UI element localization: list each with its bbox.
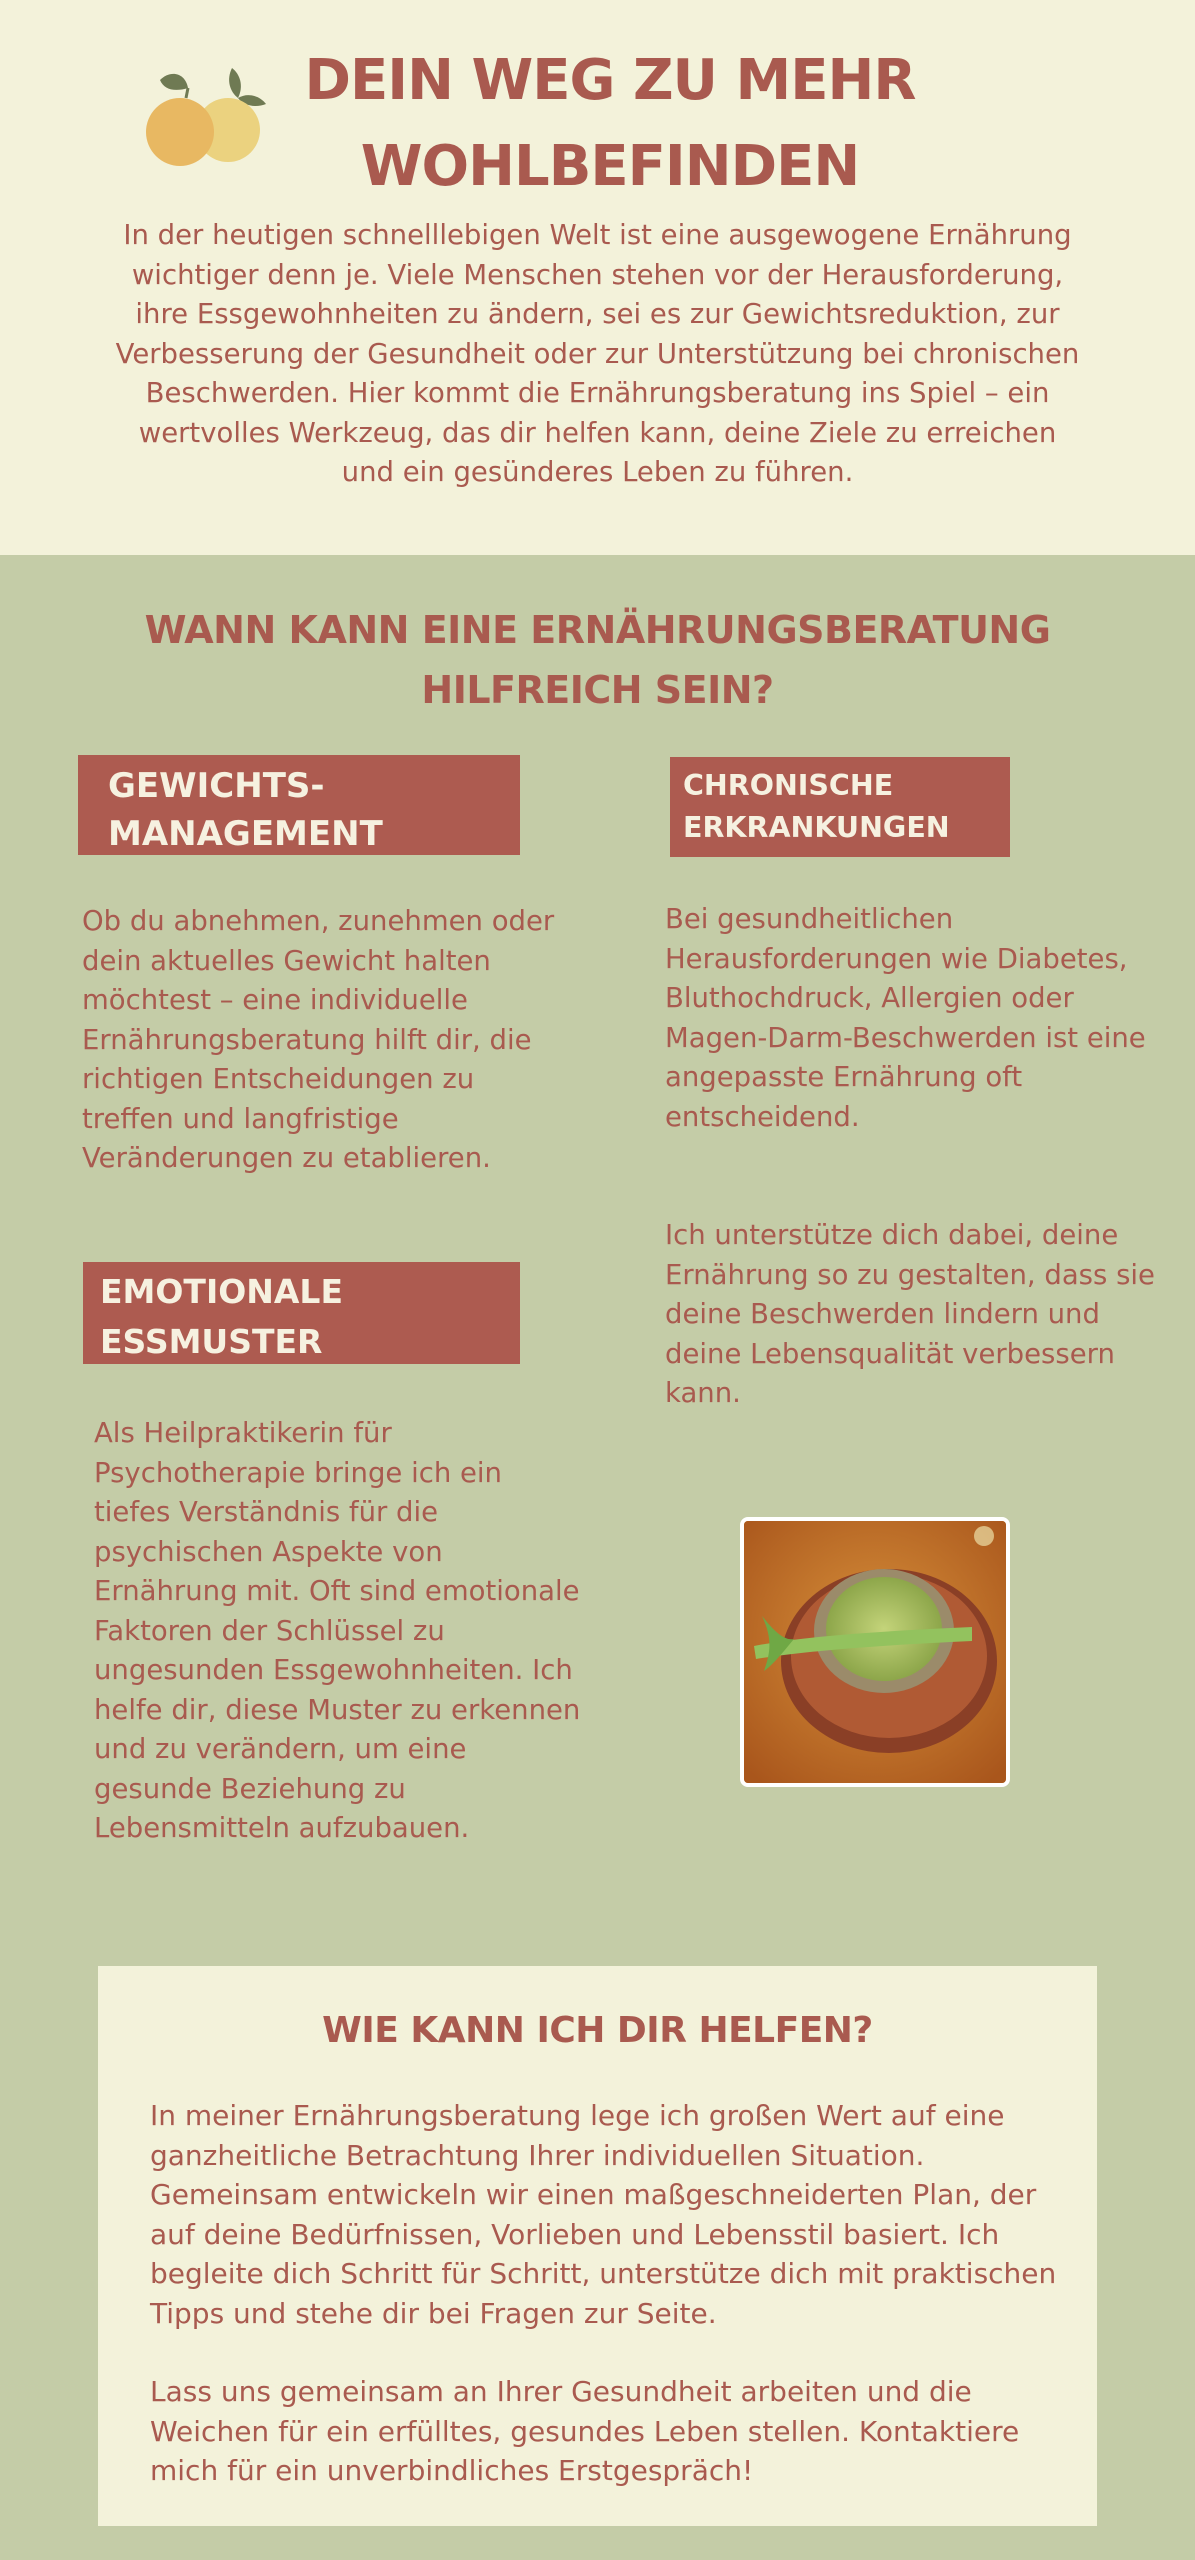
help-title: WIE KANN ICH DIR HELFEN?: [322, 2010, 873, 2051]
emotional-eating-text: Als Heilpraktikerin für Psychotherapie bringe ich ein tiefes Verständnis für die psychischen Aspekte von Ernährung mit. Oft sind emotionale Faktoren der Schlüssel zu ungesunden Essgewohnheiten. Ich helfe dir, diese Muster zu erkennen und zu verändern, um eine gesunde Beziehung zu Lebensmitteln aufzubauen.: [94, 1417, 581, 1844]
chronic-diseases-heading: CHRONISCHE ERKRANKUNGEN: [670, 757, 1010, 857]
green-juice-photo: [740, 1517, 1010, 1787]
chronic-diseases-text: Bei gesundheitlichen Herausforderungen wie Diabetes, Bluthochdruck, Allergien oder Magen-Darm-Beschwerden ist eine angepasste Ernährung oft entscheidend.: [665, 903, 1146, 1133]
help-text-2: Lass uns gemeinsam an Ihrer Gesundheit arbeiten und die Weichen für ein erfülltes, gesundes Leben stellen. Kontaktiere mich für ein unverbindliches Erstgespräch!: [150, 2375, 1020, 2487]
apples-icon: [140, 60, 275, 175]
weight-management-heading: GEWICHTS-MANAGEMENT: [78, 755, 520, 855]
chronic-diseases-support-text: Ich unterstütze dich dabei, deine Ernährung so zu gestalten, dass sie deine Beschwerden lindern und deine Lebensqualität verbessern kann.: [665, 1219, 1155, 1409]
page-title: DEIN WEG ZU MEHR WOHLBEFINDEN: [304, 48, 916, 199]
intro-text: In der heutigen schnelllebigen Welt ist eine ausgewogene Ernährung wichtiger denn je. Viele Menschen stehen vor der Herausforderung, ihre Essgewohnheiten zu ändern, sei es zur Gewichtsreduktion, zur Verbesserung der Gesundheit oder zur Unterstützung bei chronischen Beschwerden. Hier kommt die Ernährungsberatung ins Spiel – ein wertvolles Werkzeug, das dir helfen kann, deine Ziele zu erreichen und ein gesünderes Leben zu führen.: [115, 219, 1080, 488]
weight-management-text: Ob du abnehmen, zunehmen oder dein aktuelles Gewicht halten möchtest – eine individuelle Ernährungsberatung hilft dir, die richtigen Entscheidungen zu treffen und langfristige Veränderungen zu etablieren.: [82, 905, 555, 1174]
section-title: WANN KANN EINE ERNÄHRUNGSBERATUNG HILFREICH SEIN?: [144, 608, 1051, 712]
help-text-1: In meiner Ernährungsberatung lege ich großen Wert auf eine ganzheitliche Betrachtung Ihrer individuellen Situation. Gemeinsam entwickeln wir einen maßgeschneiderten Plan, der auf deine Bedürfnissen, Vorlieben und Lebensstil basiert. Ich begleite dich Schritt für Schritt, unterstütze dich mit praktischen Tipps und stehe dir bei Fragen zur Seite.: [150, 2099, 1057, 2330]
emotional-eating-heading: EMOTIONALE ESSMUSTER: [83, 1262, 520, 1364]
